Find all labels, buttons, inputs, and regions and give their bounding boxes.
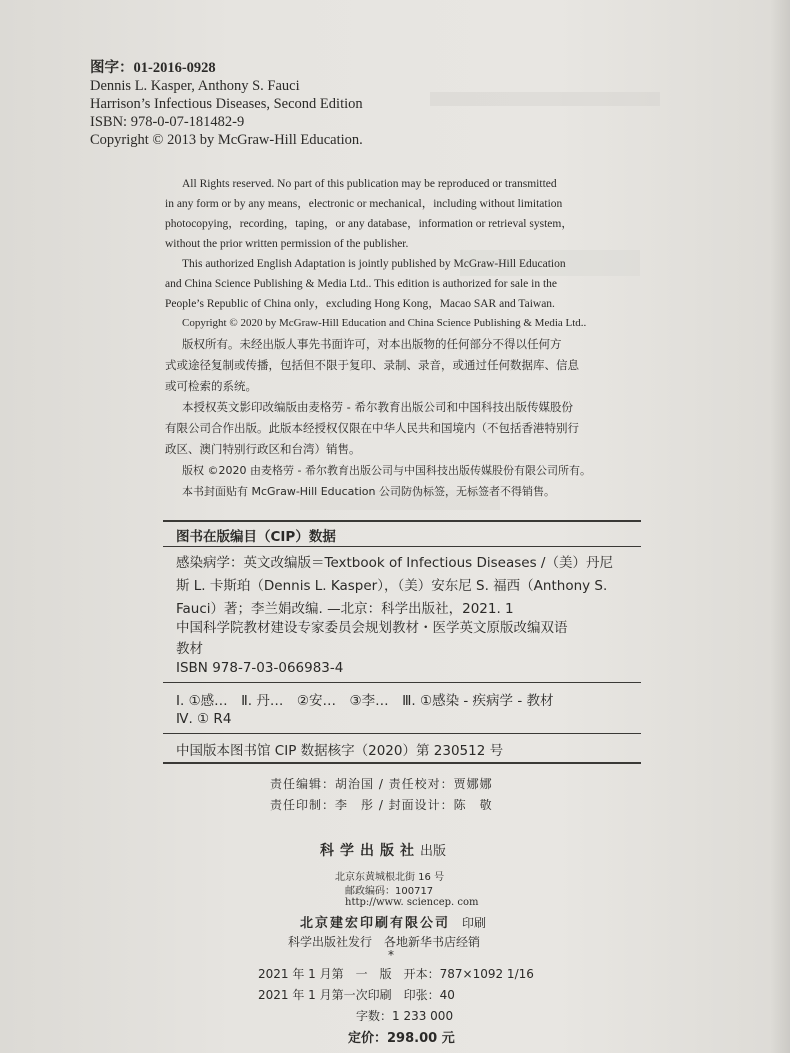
- rights-cn-line: 或可检索的系统。: [165, 379, 257, 393]
- rights-en-line: photocopying，recording，taping，or any database，information or retrieval system，: [165, 218, 573, 230]
- word-count: 字数：1 233 000: [356, 1009, 454, 1023]
- publisher-address: 北京东黄城根北街 16 号: [335, 872, 445, 883]
- cip-bottom-rule: [163, 762, 641, 764]
- cip-series-line: 中国科学院教材建设专家委员会规划教材・医学英文原版改编双语: [176, 620, 568, 636]
- cip-entry-line: 斯 L. 卡斯珀（Dennis L. Kasper），（美）安东尼 S. 福西（Anthony S.: [176, 578, 608, 594]
- distribution-line: 科学出版社发行 各地新华书店经销: [288, 935, 481, 949]
- cip-isbn: ISBN 978-7-03-066983-4: [176, 660, 344, 676]
- publisher-name: 科学出版社: [320, 843, 420, 859]
- cip-entry-line: 感染病学：英文改编版＝Textbook of Infectious Diseases /（美）丹尼: [176, 555, 613, 571]
- rights-cn-line: 政区、澳门特别行政区和台湾）销售。: [165, 442, 361, 456]
- cip-classification-line: Ⅰ. ①感… Ⅱ. 丹… ②安… ③李… Ⅲ. ①感染 - 疾病学 - 教材: [176, 693, 554, 709]
- rights-cn-copyright: 版权 ©2020 由麦格劳 - 希尔教育出版公司与中国科技出版传媒股份有限公司所有。: [182, 464, 591, 477]
- cip-entry-line: Fauci）著；李兰娟改编. —北京：科学出版社，2021. 1: [176, 601, 514, 617]
- staff-printing-cover: 责任印制：李 彤 / 封面设计：陈 敬: [270, 798, 493, 812]
- rights-cn-line: 版权所有。未经出版人事先书面许可，对本出版物的任何部分不得以任何方: [182, 337, 562, 351]
- cip-top-rule: [163, 520, 641, 522]
- rights-en-line: in any form or by any means，electronic or mechanical，including without limitation: [165, 198, 563, 210]
- rights-en-line: and China Science Publishing & Media Ltd.. This edition is authorized for sale in the: [165, 278, 557, 290]
- cip-rule: [163, 682, 641, 683]
- edition-format: 2021 年 1 月第 一 版 开本：787×1092 1/16: [258, 967, 534, 981]
- rights-en-line: People’s Republic of China only，excluding Hong Kong，Macao SAR and Taiwan.: [165, 298, 555, 310]
- rights-cn-line: 有限公司合作出版。此版本经授权仅限在中华人民共和国境内（不包括香港特别行: [165, 421, 579, 435]
- printer-suffix: 印刷: [462, 916, 487, 930]
- printing-sheets: 2021 年 1 月第一次印刷 印张：40: [258, 988, 455, 1002]
- separator-star: *: [388, 948, 394, 962]
- original-authors: Dennis L. Kasper, Anthony S. Fauci: [90, 78, 300, 94]
- printer-line: [300, 912, 486, 931]
- staff-editor-proofreader: 责任编辑：胡治国 / 责任校对：贾娜娜: [270, 777, 493, 791]
- rights-cn-label-notice: 本书封面贴有 McGraw-Hill Education 公司防伪标签，无标签者不得销售。: [182, 485, 555, 498]
- page-edge-shadow: [770, 0, 790, 1053]
- bleed-through-mark: [430, 92, 660, 106]
- rights-en-line: without the prior written permission of the publisher.: [165, 238, 409, 250]
- publisher-website: http://www. sciencep. com: [345, 897, 479, 908]
- publisher-line: [320, 840, 446, 860]
- rights-en-line: All Rights reserved. No part of this publication may be reproduced or transmitted: [182, 178, 557, 190]
- contract-number: 图字：01-2016-0928: [90, 60, 216, 76]
- rights-en-line: This authorized English Adaptation is jointly published by McGraw-Hill Education: [182, 258, 566, 270]
- cip-number: 中国版本图书馆 CIP 数据核字（2020）第 230512 号: [176, 743, 504, 759]
- original-title: Harrison’s Infectious Diseases, Second Edition: [90, 96, 363, 112]
- cip-classification-line: Ⅳ. ① R4: [176, 711, 232, 727]
- publisher-postcode: 邮政编码：100717: [345, 886, 434, 897]
- printer-name: 北京建宏印刷有限公司: [300, 916, 451, 931]
- cip-rule: [163, 546, 641, 547]
- original-copyright: Copyright © 2013 by McGraw-Hill Education.: [90, 132, 363, 148]
- price-line: [348, 1027, 455, 1046]
- cip-heading: 图书在版编目（CIP）数据: [176, 529, 336, 545]
- cip-rule: [163, 733, 641, 734]
- price-value: 298.00 元: [387, 1031, 455, 1046]
- publisher-suffix: 出版: [420, 844, 447, 859]
- original-isbn: ISBN: 978-0-07-181482-9: [90, 114, 245, 130]
- rights-en-copyright: Copyright © 2020 by McGraw-Hill Education and China Science Publishing & Media Ltd..: [182, 317, 587, 329]
- rights-cn-line: 本授权英文影印改编版由麦格劳 - 希尔教育出版公司和中国科技出版传媒股份: [182, 400, 573, 414]
- rights-cn-line: 式或途径复制或传播，包括但不限于复印、录制、录音，或通过任何数据库、信息: [165, 358, 579, 372]
- price-label: 定价：: [348, 1031, 388, 1046]
- cip-series-line: 教材: [176, 641, 203, 657]
